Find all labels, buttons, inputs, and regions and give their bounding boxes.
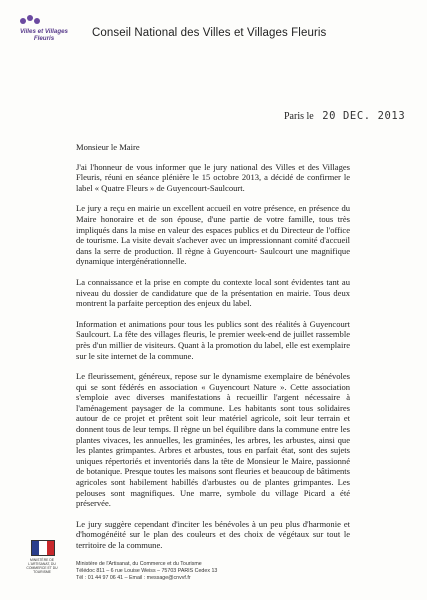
- org-name-heading: Conseil National des Villes et Villages Fleuris: [92, 27, 327, 39]
- logo-line-2: Fleuris: [33, 35, 55, 42]
- paragraph-4: Information et animations pour tous les publics sont des réalités à Guyencourt Saulcourt. La fête des villages fleuris, le premier week-end de juillet rassemble près d'un millier de visiteurs. Quant à la promotion du label, elle est exemplaire sur le site internet de la commune.: [76, 318, 350, 361]
- footer-address: [76, 561, 217, 582]
- ministry-logo-text: MINISTÈRE DE L'ARTISANAT, DU COMMERCE ET DU TOURISME: [26, 558, 58, 574]
- paragraph-1: J'ai l'honneur de vous informer que le jury national des Villes et des Villages Fleuris, réuni en séance plénière le 15 octobre 2013, a décidé de confirmer le label « Quatre Fleurs » de Guyencourt-Saulcourt.: [76, 161, 350, 193]
- salutation: Monsieur le Maire: [76, 142, 140, 152]
- logo-line-1: Villes et Villages: [19, 28, 69, 35]
- paragraph-2: Le jury a reçu en mairie un excellent accueil en votre présence, en présence du Maire honoraire et de son épouse, d'une partie de votre famille, tous très impliqués dans la mise en valeur des espaces publics et du Directeur de l'office de tourisme. La visite devait s'achever avec un impressionnant comité d'accueil dans la serre de production. Il règne à Guyencourt- Saulcourt une magnifique dynamique intergénérationnelle.: [76, 203, 350, 267]
- date-city: Paris le: [284, 111, 314, 122]
- footer-line-2: Télédoc 811 – 6 rue Louise Weiss – 75703 PARIS Cedex 13: [76, 568, 218, 574]
- footer-line-3: Tél : 01 44 97 06 41 – Email : message@cnvvf.fr: [76, 575, 191, 581]
- date-stamp: 20 DEC. 2013: [322, 110, 406, 122]
- letter-body: [76, 142, 350, 561]
- marianne-flag-icon: [31, 540, 55, 556]
- dateline: [284, 110, 405, 122]
- paragraph-6: Le jury suggère cependant d'inciter les bénévoles à un peu plus d'harmonie et d'homogénéité sur le plan des couleurs et des choix de végétaux sur tout le territoire de la commune.: [76, 518, 350, 550]
- paragraph-3: La connaissance et la prise en compte du contexte local sont évidentes tant au niveau du dossier de candidature que de la présentation en mairie. Tous deux montrent la parfaite perception des enjeux du label.: [76, 276, 350, 309]
- villes-villages-fleuris-logo: [14, 15, 74, 49]
- paragraph-5: Le fleurissement, généreux, repose sur le dynamisme exemplaire de bénévoles qui se sont fédérés en association « Guyencourt Nature ». Cette association s'emploie avec diverses manifestations à recueillir l'argent nécessaire à l'aménagement paysager de la commune. Les habitants sont tous solidaires autour de ce projet et prêtent soit leur matériel agricole, soit leur terrain et donnent tous de leur temps. Il règne un bel équilibre dans la commune entre les plantes vivaces, les annuelles, les graminées, les arbres, les arbustes, ainsi que les plantes grimpantes. Arbres et arbustes, tous en parfait état, sont des sujets uniques répertoriés et inventoriés dans la tête de Monsieur le Maire, passionné de botanique. Presque toutes les maisons sont fleuries et beaucoup de bâtiments agricoles sont habilement habillés d'arbustes ou de plantes grimpantes. Les pelouses sont magnifiques. Une marre, symbole du village Picard a été préservée.: [76, 371, 350, 509]
- footer-line-1: Ministère de l'Artisanat, du Commerce et du Tourisme: [76, 561, 202, 567]
- ministry-logo: [20, 540, 64, 588]
- flowers-icon: [20, 15, 44, 25]
